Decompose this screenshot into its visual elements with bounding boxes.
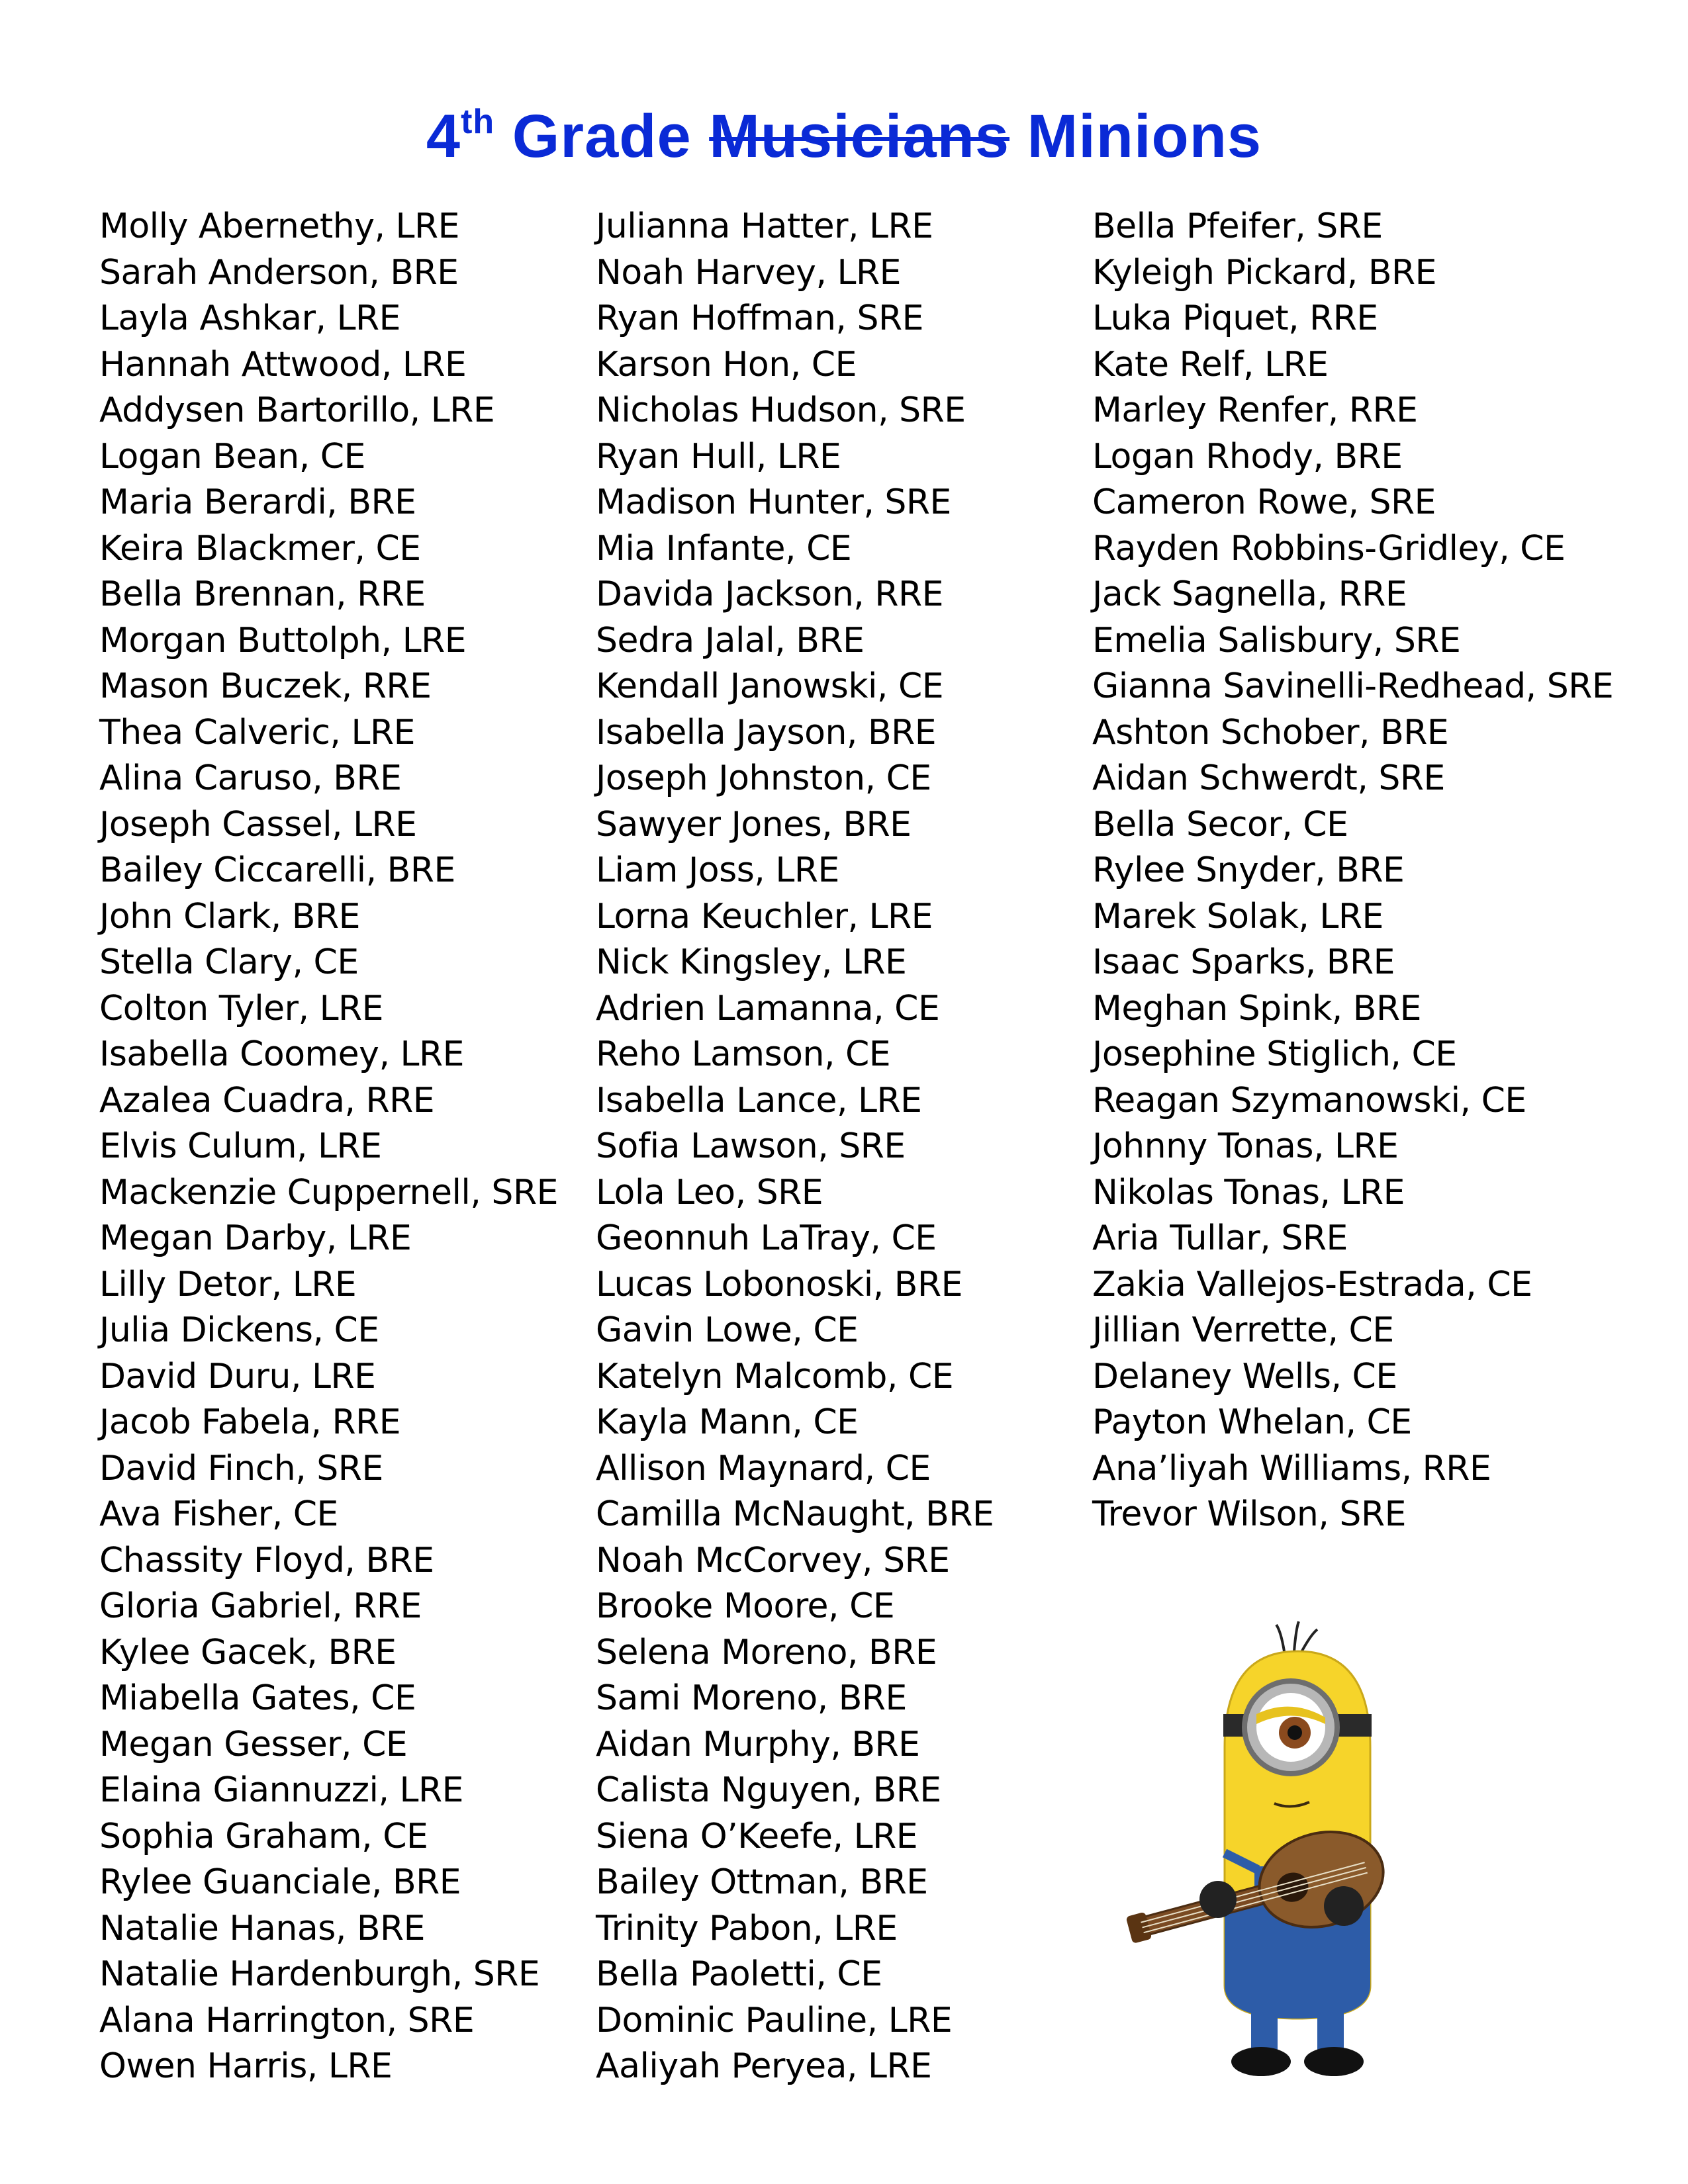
student-name-entry: Isabella Jayson, BRE	[596, 712, 937, 752]
student-name-entry: Maria Berardi, BRE	[99, 482, 416, 522]
student-name-entry: Bella Paoletti, CE	[596, 1954, 882, 1994]
student-name-entry: Reho Lamson, CE	[596, 1034, 891, 1074]
student-name-entry: Gianna Savinelli-Redhead, SRE	[1092, 666, 1614, 706]
student-name-entry: Kendall Janowski, CE	[596, 666, 944, 706]
student-name-entry: Sofia Lawson, SRE	[596, 1126, 906, 1166]
student-name-entry: Stella Clary, CE	[99, 942, 359, 982]
student-name-entry: Cameron Rowe, SRE	[1092, 482, 1436, 522]
student-name-entry: David Finch, SRE	[99, 1448, 383, 1488]
student-name-entry: Isabella Lance, LRE	[596, 1080, 922, 1120]
student-name-entry: Megan Gesser, CE	[99, 1724, 408, 1764]
student-name-entry: Brooke Moore, CE	[596, 1586, 895, 1626]
student-name-entry: Natalie Hardenburgh, SRE	[99, 1954, 540, 1994]
minion-with-ukulele-icon	[1125, 1615, 1456, 2098]
student-name-entry: Joseph Johnston, CE	[596, 758, 931, 798]
student-name-entry: Morgan Buttolph, LRE	[99, 620, 467, 660]
student-name-entry: Joseph Cassel, LRE	[99, 804, 417, 844]
student-name-entry: Lilly Detor, LRE	[99, 1264, 357, 1304]
student-name-entry: Alina Caruso, BRE	[99, 758, 402, 798]
student-name-entry: Siena O’Keefe, LRE	[596, 1816, 918, 1856]
student-name-entry: Dominic Pauline, LRE	[596, 2000, 953, 2040]
student-name-entry: Katelyn Malcomb, CE	[596, 1356, 954, 1396]
student-name-entry: Marley Renfer, RRE	[1092, 390, 1418, 430]
student-name-entry: Kyleigh Pickard, BRE	[1092, 252, 1436, 293]
student-name-entry: Kayla Mann, CE	[596, 1402, 859, 1442]
student-name-entry: Nick Kingsley, LRE	[596, 942, 907, 982]
student-name-entry: Mason Buczek, RRE	[99, 666, 432, 706]
student-name-entry: Meghan Spink, BRE	[1092, 988, 1421, 1028]
student-name-entry: Miabella Gates, CE	[99, 1678, 416, 1718]
student-name-entry: Emelia Salisbury, SRE	[1092, 620, 1461, 660]
student-name-entry: Rylee Snyder, BRE	[1092, 850, 1405, 890]
student-name-entry: Calista Nguyen, BRE	[596, 1770, 941, 1810]
student-name-entry: Ava Fisher, CE	[99, 1494, 338, 1534]
student-name-entry: Gloria Gabriel, RRE	[99, 1586, 422, 1626]
student-name-entry: David Duru, LRE	[99, 1356, 376, 1396]
student-name-entry: Natalie Hanas, BRE	[99, 1908, 426, 1948]
student-name-entry: Lola Leo, SRE	[596, 1172, 823, 1212]
student-name-entry: Aidan Schwerdt, SRE	[1092, 758, 1445, 798]
student-name-entry: Nikolas Tonas, LRE	[1092, 1172, 1405, 1212]
student-name-entry: Keira Blackmer, CE	[99, 528, 421, 569]
student-name-entry: Thea Calveric, LRE	[99, 712, 415, 752]
student-name-entry: Jacob Fabela, RRE	[99, 1402, 401, 1442]
student-name-entry: Sedra Jalal, BRE	[596, 620, 865, 660]
student-name-entry: Zakia Vallejos-Estrada, CE	[1092, 1264, 1532, 1304]
student-name-entry: Ryan Hull, LRE	[596, 436, 841, 477]
student-name-entry: Aaliyah Peryea, LRE	[596, 2046, 932, 2086]
student-name-entry: Trinity Pabon, LRE	[596, 1908, 898, 1948]
student-name-entry: Adrien Lamanna, CE	[596, 988, 940, 1028]
student-name-entry: Luka Piquet, RRE	[1092, 298, 1378, 338]
name-column-3	[1092, 204, 1613, 1538]
title-number: 4	[426, 103, 461, 170]
student-name-entry: Bella Secor, CE	[1092, 804, 1348, 844]
student-name-entry: Colton Tyler, LRE	[99, 988, 384, 1028]
student-name-entry: Madison Hunter, SRE	[596, 482, 951, 522]
student-name-entry: Sami Moreno, BRE	[596, 1678, 907, 1718]
title-grade-word: Grade	[512, 103, 692, 170]
student-name-entry: Lorna Keuchler, LRE	[596, 896, 933, 936]
student-name-entry: Isaac Sparks, BRE	[1092, 942, 1395, 982]
student-name-entry: John Clark, BRE	[99, 896, 360, 936]
student-name-entry: Davida Jackson, RRE	[596, 574, 943, 614]
student-name-entry: Liam Joss, LRE	[596, 850, 839, 890]
student-name-entry: Johnny Tonas, LRE	[1092, 1126, 1399, 1166]
page-title	[0, 103, 1688, 170]
student-name-entry: Chassity Floyd, BRE	[99, 1540, 434, 1580]
student-name-entry: Allison Maynard, CE	[596, 1448, 931, 1488]
student-name-entry: Delaney Wells, CE	[1092, 1356, 1397, 1396]
name-column-1	[99, 204, 558, 2090]
student-name-entry: Megan Darby, LRE	[99, 1218, 412, 1258]
student-name-entry: Josephine Stiglich, CE	[1092, 1034, 1457, 1074]
student-name-entry: Trevor Wilson, SRE	[1092, 1494, 1406, 1534]
student-name-entry: Logan Bean, CE	[99, 436, 365, 477]
student-name-entry: Camilla McNaught, BRE	[596, 1494, 994, 1534]
student-name-entry: Mackenzie Cuppernell, SRE	[99, 1172, 558, 1212]
student-name-entry: Aidan Murphy, BRE	[596, 1724, 920, 1764]
student-name-entry: Layla Ashkar, LRE	[99, 298, 401, 338]
student-name-entry: Bailey Ciccarelli, BRE	[99, 850, 455, 890]
student-name-entry: Jillian Verrette, CE	[1092, 1310, 1394, 1350]
student-name-entry: Sawyer Jones, BRE	[596, 804, 912, 844]
student-name-entry: Lucas Lobonoski, BRE	[596, 1264, 962, 1304]
student-name-entry: Nicholas Hudson, SRE	[596, 390, 966, 430]
student-name-entry: Bella Brennan, RRE	[99, 574, 426, 614]
student-name-entry: Isabella Coomey, LRE	[99, 1034, 464, 1074]
student-name-entry: Molly Abernethy, LRE	[99, 206, 459, 246]
student-name-entry: Sophia Graham, CE	[99, 1816, 428, 1856]
student-name-entry: Jack Sagnella, RRE	[1092, 574, 1407, 614]
student-name-entry: Noah McCorvey, SRE	[596, 1540, 950, 1580]
student-name-entry: Alana Harrington, SRE	[99, 2000, 475, 2040]
student-name-entry: Noah Harvey, LRE	[596, 252, 901, 293]
student-name-entry: Kylee Gacek, BRE	[99, 1632, 397, 1672]
title-superscript: th	[461, 103, 495, 142]
student-name-entry: Logan Rhody, BRE	[1092, 436, 1403, 477]
student-name-entry: Ana’liyah Williams, RRE	[1092, 1448, 1491, 1488]
student-name-entry: Geonnuh LaTray, CE	[596, 1218, 937, 1258]
student-name-entry: Owen Harris, LRE	[99, 2046, 393, 2086]
student-name-entry: Rayden Robbins-Gridley, CE	[1092, 528, 1566, 569]
student-name-entry: Sarah Anderson, BRE	[99, 252, 459, 293]
student-name-entry: Bailey Ottman, BRE	[596, 1862, 928, 1902]
student-name-entry: Bella Pfeifer, SRE	[1092, 206, 1383, 246]
student-name-entry: Gavin Lowe, CE	[596, 1310, 859, 1350]
student-name-entry: Ryan Hoffman, SRE	[596, 298, 923, 338]
student-name-entry: Mia Infante, CE	[596, 528, 852, 569]
student-name-entry: Addysen Bartorillo, LRE	[99, 390, 495, 430]
student-name-entry: Julia Dickens, CE	[99, 1310, 379, 1350]
student-name-entry: Marek Solak, LRE	[1092, 896, 1383, 936]
student-name-entry: Reagan Szymanowski, CE	[1092, 1080, 1526, 1120]
student-name-entry: Ashton Schober, BRE	[1092, 712, 1449, 752]
student-name-entry: Elvis Culum, LRE	[99, 1126, 382, 1166]
student-name-entry: Karson Hon, CE	[596, 344, 857, 385]
student-name-entry: Kate Relf, LRE	[1092, 344, 1329, 385]
student-name-entry: Aria Tullar, SRE	[1092, 1218, 1348, 1258]
student-name-entry: Rylee Guanciale, BRE	[99, 1862, 461, 1902]
student-name-entry: Hannah Attwood, LRE	[99, 344, 467, 385]
student-name-entry: Selena Moreno, BRE	[596, 1632, 937, 1672]
name-column-2	[596, 204, 994, 2090]
student-name-entry: Payton Whelan, CE	[1092, 1402, 1412, 1442]
title-struck-word: Musicians	[709, 103, 1010, 170]
student-name-entry: Azalea Cuadra, RRE	[99, 1080, 435, 1120]
title-final-word: Minions	[1027, 103, 1262, 170]
student-name-entry: Elaina Giannuzzi, LRE	[99, 1770, 463, 1810]
student-name-entry: Julianna Hatter, LRE	[596, 206, 933, 246]
